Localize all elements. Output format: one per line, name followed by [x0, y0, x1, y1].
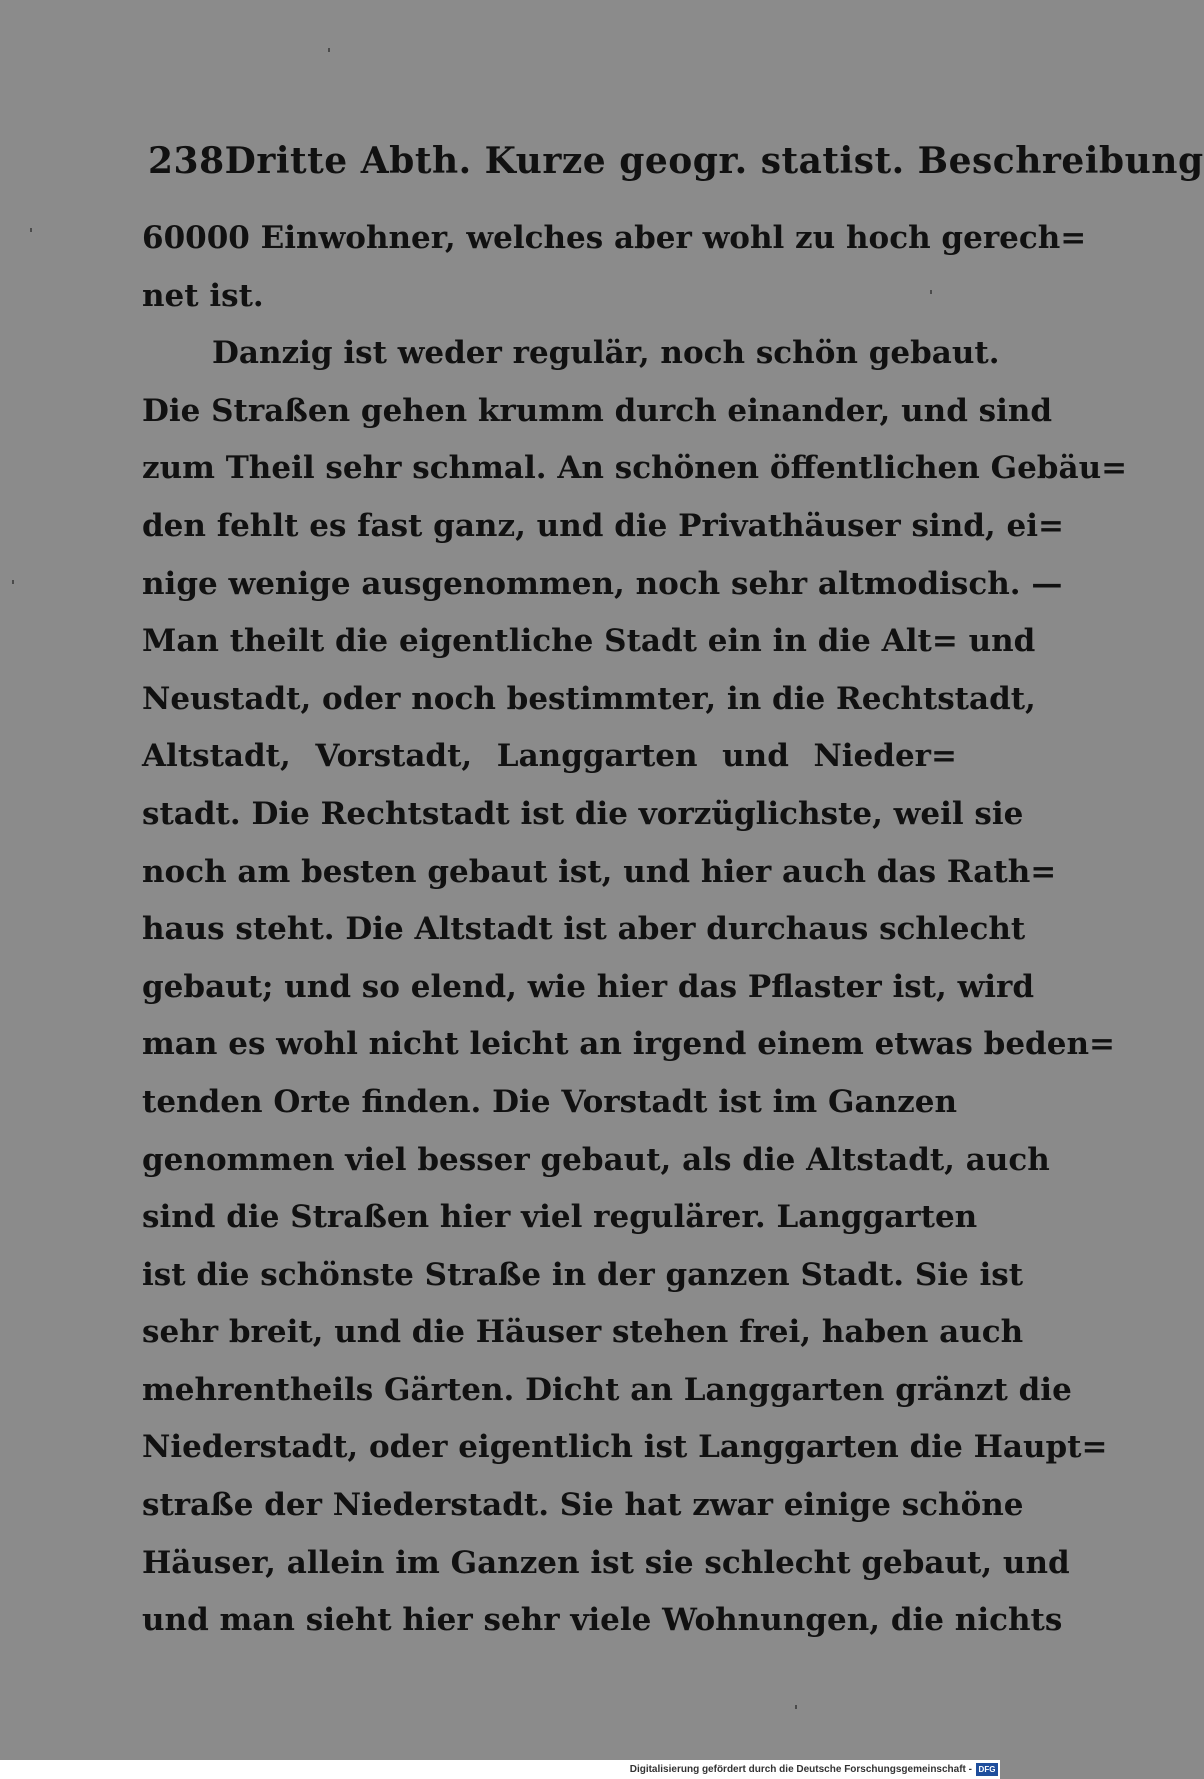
text-line: Neustadt, oder noch bestimmter, in die Rechtstadt, — [142, 680, 1036, 717]
running-title: Dritte Abth. Kurze geogr. statist. Beschreibung — [224, 140, 1204, 182]
text-line: Die Straßen gehen krumm durch einander, und sind — [142, 392, 1053, 429]
page-number: 238 — [148, 140, 225, 182]
text-line: den fehlt es fast ganz, und die Privathäuser sind, ei= — [142, 507, 1064, 544]
text-line: tenden Orte finden. Die Vorstadt ist im Ganzen — [142, 1083, 957, 1120]
text-line: 60000 Einwohner, welches aber wohl zu hoch gerech= — [142, 220, 1087, 256]
body-text — [142, 210, 1128, 1650]
text-line: sind die Straßen hier viel regulärer. Langgarten — [142, 1199, 978, 1236]
text-line: Häuser, allein im Ganzen ist sie schlecht gebaut, und — [142, 1544, 1070, 1581]
footer-credit: Digitalisierung gefördert durch die Deutsche Forschungsgemeinschaft - — [629, 1764, 972, 1775]
text-line: sehr breit, und die Häuser stehen frei, haben auch — [142, 1314, 1024, 1351]
scan-speck — [12, 580, 14, 584]
scan-speck — [30, 228, 32, 232]
running-head — [148, 140, 1204, 182]
scan-speck — [328, 48, 330, 52]
text-line: Altstadt, Vorstadt, Langgarten und Nieder= — [142, 738, 957, 775]
scan-speck — [930, 290, 932, 294]
text-line: straße der Niederstadt. Sie hat zwar einige schöne — [142, 1487, 1024, 1524]
text-line: nige wenige ausgenommen, noch sehr altmodisch. — — [142, 565, 1063, 602]
text-line: net ist. — [142, 277, 264, 314]
text-line: mehrentheils Gärten. Dicht an Langgarten gränzt die — [142, 1371, 1072, 1408]
text-line: haus steht. Die Altstadt ist aber durchaus schlecht — [142, 911, 1026, 948]
digitization-footer — [0, 1760, 1000, 1779]
scan-speck — [795, 1705, 797, 1709]
text-line: stadt. Die Rechtstadt ist die vorzüglichste, weil sie — [142, 795, 1024, 832]
dfg-logo: DFG — [976, 1763, 998, 1776]
text-line: noch am besten gebaut ist, und hier auch das Rath= — [142, 853, 1057, 890]
text-line: Man theilt die eigentliche Stadt ein in die Alt= und — [142, 623, 1036, 660]
text-line: zum Theil sehr schmal. An schönen öffentlichen Gebäu= — [142, 450, 1128, 487]
text-line: ist die schönste Straße in der ganzen Stadt. Sie ist — [142, 1256, 1024, 1293]
text-line: genommen viel besser gebaut, als die Altstadt, auch — [142, 1141, 1050, 1178]
text-line: gebaut; und so elend, wie hier das Pflaster ist, wird — [142, 968, 1035, 1005]
text-line: Niederstadt, oder eigentlich ist Langgarten die Haupt= — [142, 1429, 1108, 1466]
text-line: man es wohl nicht leicht an irgend einem etwas beden= — [142, 1026, 1115, 1063]
text-line: und man sieht hier sehr viele Wohnungen, die nichts — [142, 1602, 1063, 1639]
text-line: Danzig ist weder regulär, noch schön gebaut. — [212, 335, 1000, 372]
